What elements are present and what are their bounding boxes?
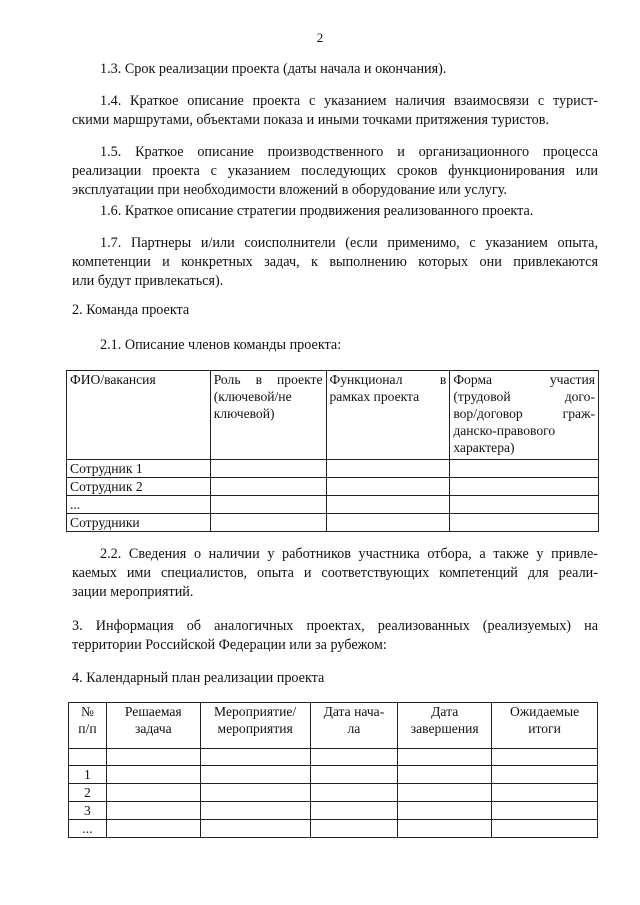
table-cell — [326, 514, 450, 532]
paragraph-line: 1.3. Срок реализации проекта (даты начала и окончания). — [100, 61, 447, 77]
table-cell — [450, 478, 599, 496]
table-cell — [106, 749, 200, 766]
paragraph-1-3 — [72, 60, 598, 79]
table-cell — [210, 460, 326, 478]
calendar-col-end-header: Дата завершения — [398, 703, 492, 749]
table-cell — [106, 784, 200, 802]
table-row — [69, 784, 598, 802]
header-text: ФИО/вакансия — [70, 372, 156, 387]
calendar-plan-table — [68, 702, 598, 838]
team-col-name-header — [67, 371, 211, 460]
header-text: ключевой) — [213, 406, 275, 421]
section-2-1-heading — [72, 336, 598, 355]
table-cell — [492, 784, 598, 802]
table-cell — [200, 820, 310, 838]
table-cell — [450, 460, 599, 478]
paragraph-line: или будут привлекаться). — [72, 273, 224, 289]
table-cell — [210, 496, 326, 514]
calendar-col-start-header: Дата нача- ла — [310, 703, 398, 749]
calendar-col-number-header: № п/п — [69, 703, 107, 749]
calendar-col-activity-header: Мероприятие/ мероприятия — [200, 703, 310, 749]
paragraph-line: эксплуатации при необходимости вложений в оборудование или услугу. — [72, 182, 507, 198]
paragraph-line: 1.6. Краткое описание стратегии продвижения реализованного проекта. — [100, 203, 534, 219]
section-2-heading — [72, 301, 598, 320]
section-4-heading — [72, 669, 598, 688]
paragraph-line: каемых ими специалистов, опыта и соответствующих компетенций для реали- — [72, 565, 598, 581]
table-cell — [310, 820, 398, 838]
paragraph-line: 2.2. Сведения о наличии у работников участника отбора, а также у привле- — [100, 546, 598, 562]
header-text: (трудовой дого- — [453, 389, 595, 404]
table-cell: 2 — [69, 784, 107, 802]
calendar-col-results-header: Ожидаемые итоги — [492, 703, 598, 749]
header-text: (ключевой/не — [213, 389, 292, 404]
table-cell — [106, 766, 200, 784]
paragraph-1-6 — [72, 202, 598, 221]
table-cell — [492, 766, 598, 784]
paragraph-line: компетенции и конкретных задач, к выполнению которых они привлекаются — [72, 254, 598, 270]
paragraph-1-7 — [72, 234, 598, 291]
table-cell — [106, 802, 200, 820]
table-cell — [398, 802, 492, 820]
table-cell — [326, 496, 450, 514]
paragraph-1-5 — [72, 143, 598, 200]
table-cell — [310, 766, 398, 784]
paragraph-line: скими маршрутами, объектами показа и иными точками притяжения туристов. — [72, 112, 549, 128]
paragraph-line: реализации проекта с указанием последующих сроков функционирования или — [72, 163, 598, 179]
table-cell — [492, 820, 598, 838]
table-cell — [69, 749, 107, 766]
table-cell — [450, 514, 599, 532]
table-cell — [398, 766, 492, 784]
paragraph-line: зации мероприятий. — [72, 584, 194, 600]
header-text: данско-правового — [453, 423, 556, 438]
team-col-role-header — [210, 371, 326, 460]
table-cell: Сотрудник 1 — [67, 460, 211, 478]
table-cell — [200, 802, 310, 820]
table-cell — [310, 802, 398, 820]
table-cell: ... — [69, 820, 107, 838]
table-cell: Сотрудник 2 — [67, 478, 211, 496]
table-cell — [492, 749, 598, 766]
table-cell — [106, 820, 200, 838]
paragraph-line: 1.7. Партнеры и/или соисполнители (если применимо, с указанием опыта, — [100, 235, 598, 251]
calendar-col-task-header: Решаемая задача — [106, 703, 200, 749]
paragraph-line: территории Российской Федерации или за рубежом: — [72, 637, 387, 653]
table-cell — [210, 478, 326, 496]
page-number: 2 — [316, 30, 324, 45]
table-cell — [450, 496, 599, 514]
table-cell: 3 — [69, 802, 107, 820]
table-cell — [310, 784, 398, 802]
header-text: характера) — [453, 440, 515, 455]
paragraph-line: 4. Календарный план реализации проекта — [72, 670, 325, 686]
team-table-header-row — [67, 371, 599, 460]
paragraph-1-4 — [72, 92, 598, 130]
table-cell — [326, 460, 450, 478]
header-text: Роль в проекте — [213, 372, 323, 387]
table-row — [67, 478, 599, 496]
table-cell — [200, 784, 310, 802]
paragraph-line: 1.5. Краткое описание производственного и организационного процесса — [100, 144, 598, 160]
table-cell — [398, 749, 492, 766]
header-text: рамках проекта — [329, 389, 420, 404]
section-3 — [72, 617, 598, 655]
table-row — [69, 820, 598, 838]
table-cell — [200, 766, 310, 784]
header-text: Функционал в — [329, 372, 447, 387]
table-cell — [326, 478, 450, 496]
table-cell — [398, 784, 492, 802]
table-cell — [398, 820, 492, 838]
table-cell — [310, 749, 398, 766]
calendar-table-header-row — [69, 703, 598, 749]
paragraph-line: 2.1. Описание членов команды проекта: — [100, 337, 342, 353]
table-row — [67, 460, 599, 478]
team-col-function-header — [326, 371, 450, 460]
table-row — [69, 802, 598, 820]
header-text: Форма участия — [453, 372, 595, 387]
section-2-2 — [72, 545, 598, 602]
table-cell — [492, 802, 598, 820]
table-row — [69, 766, 598, 784]
paragraph-line: 2. Команда проекта — [72, 302, 190, 318]
table-cell: ... — [67, 496, 211, 514]
team-col-participation-header — [450, 371, 599, 460]
paragraph-line: 3. Информация об аналогичных проектах, реализованных (реализуемых) на — [72, 618, 598, 634]
team-table — [66, 370, 599, 532]
table-row — [69, 749, 598, 766]
header-text: вор/договор граж- — [453, 406, 595, 421]
paragraph-line: 1.4. Краткое описание проекта с указанием наличия взаимосвязи с турист- — [100, 93, 598, 109]
table-cell: 1 — [69, 766, 107, 784]
table-row — [67, 514, 599, 532]
table-row — [67, 496, 599, 514]
table-cell — [200, 749, 310, 766]
table-cell: Сотрудники — [67, 514, 211, 532]
table-cell — [210, 514, 326, 532]
